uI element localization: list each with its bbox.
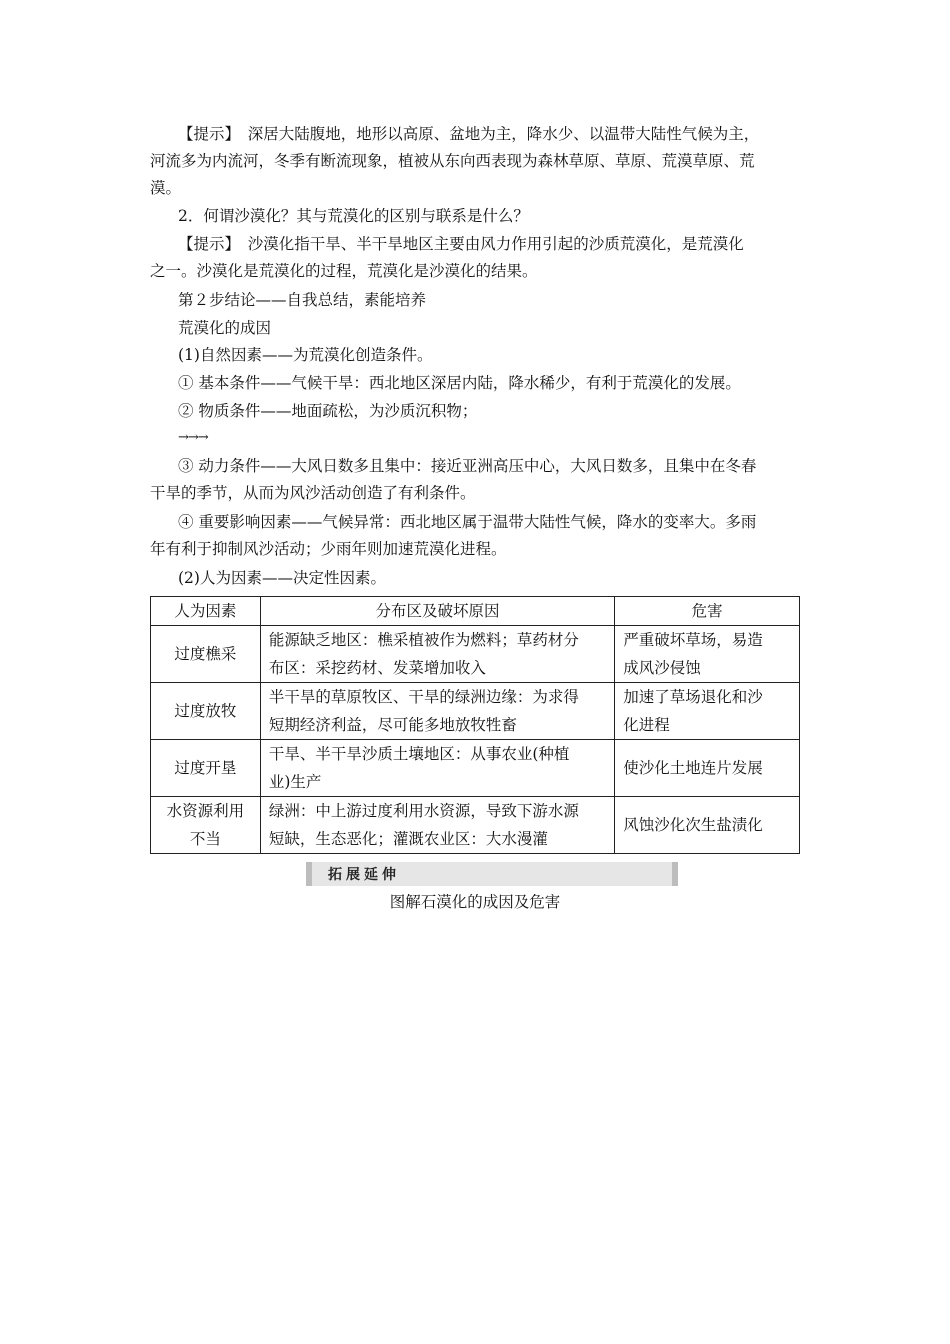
hint2-line1: 【提示】 沙漠化指干旱、半干旱地区主要由风力作用引起的沙质荒漠化，是荒漠化 [178, 235, 744, 253]
natural-item-4-line2: 年有利于抑制风沙活动；少雨年则加速荒漠化进程。 [150, 540, 507, 558]
area-line: 短期经济利益，尽可能多地放牧牲畜 [268, 716, 517, 734]
factor-cell: 过度放牧 [151, 683, 261, 740]
table-header-row [151, 597, 800, 626]
human-heading: (2)人为因素——决定性因素。 [178, 569, 386, 587]
question-2: 2．何谓沙漠化？其与荒漠化的区别与联系是什么？ [178, 207, 529, 225]
harm-line: 加速了草场退化和沙 [623, 688, 763, 706]
header-factor: 人为因素 [151, 597, 261, 626]
header-area: 分布区及破坏原因 [260, 597, 614, 626]
factor-line: 水资源利用 [166, 802, 245, 820]
area-cell [260, 740, 614, 797]
hint1-line2: 河流多为内流河，冬季有断流现象，植被从东向西表现为森林草原、草原、荒漠草原、荒 [150, 152, 755, 170]
area-line: 能源缺乏地区：樵采植被作为燃料；草药材分 [268, 631, 579, 649]
natural-item-2: ② 物质条件——地面疏松，为沙质沉积物； [178, 402, 478, 420]
arrows: →→→ [178, 430, 208, 445]
factor-cell: 过度开垦 [151, 740, 261, 797]
harm-line: 成风沙侵蚀 [623, 659, 701, 677]
natural-item-3-line2: 干旱的季节，从而为风沙活动创造了有利条件。 [150, 484, 476, 502]
harm-cell: 风蚀沙化次生盐渍化 [615, 797, 800, 854]
factor-line: 不当 [189, 830, 221, 848]
table-row [151, 683, 800, 740]
area-line: 业)生产 [268, 773, 322, 791]
step2-heading: 第２步结论——自我总结，素能培养 [178, 291, 427, 309]
natural-item-4-line1: ④ 重要影响因素——气候异常：西北地区属于温带大陆性气候，降水的变率大。多雨 [178, 513, 757, 531]
harm-line: 化进程 [623, 716, 670, 734]
area-cell [260, 626, 614, 683]
header-harm: 危害 [615, 597, 800, 626]
table-row [151, 626, 800, 683]
hint2-line2: 之一。沙漠化是荒漠化的过程，荒漠化是沙漠化的结果。 [150, 262, 538, 280]
factor-cell: 过度樵采 [151, 626, 261, 683]
harm-cell [615, 683, 800, 740]
harm-line: 严重破坏草场，易造 [623, 631, 763, 649]
cause-title: 荒漠化的成因 [178, 319, 272, 337]
natural-heading: (1)自然因素——为荒漠化创造条件。 [178, 346, 433, 364]
area-cell [260, 683, 614, 740]
natural-item-3-line1: ③ 动力条件——大风日数多且集中：接近亚洲高压中心，大风日数多，且集中在冬春 [178, 457, 757, 475]
area-line: 半干旱的草原牧区、干旱的绿洲边缘：为求得 [268, 688, 579, 706]
harm-cell [615, 626, 800, 683]
area-line: 短缺，生态恶化；灌溉农业区：大水漫灌 [268, 830, 548, 848]
extension-banner [306, 862, 678, 886]
hint1-line3: 漠。 [150, 179, 182, 197]
factor-cell [151, 797, 261, 854]
area-line: 干旱、半干旱沙质土壤地区：从事农业(种植 [268, 745, 570, 763]
extension-banner-label: 拓展延伸 [328, 867, 400, 883]
table-row [151, 740, 800, 797]
hint1-line1: 【提示】 深居大陆腹地，地形以高原、盆地为主，降水少、以温带大陆性气候为主， [178, 125, 760, 143]
area-cell [260, 797, 614, 854]
figure-caption: 图解石漠化的成因及危害 [389, 893, 561, 911]
harm-cell: 使沙化土地连片发展 [615, 740, 800, 797]
human-factors-table [150, 596, 800, 854]
natural-item-1: ① 基本条件——气候干旱：西北地区深居内陆，降水稀少，有利于荒漠化的发展。 [178, 374, 741, 392]
area-line: 绿洲：中上游过度利用水资源，导致下游水源 [268, 802, 579, 820]
area-line: 布区：采挖药材、发菜增加收入 [268, 659, 486, 677]
table-row [151, 797, 800, 854]
